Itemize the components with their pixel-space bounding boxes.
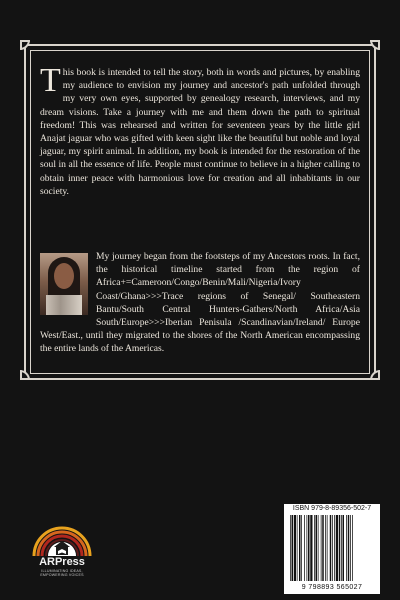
isbn-label: ISBN 979-8-89356-502-7 xyxy=(292,505,372,512)
drop-cap: T xyxy=(40,62,61,99)
publisher-name: ARPress xyxy=(39,556,85,568)
author-bio-section xyxy=(40,250,360,356)
isbn-barcode xyxy=(284,504,380,594)
publisher-arch-icon xyxy=(30,506,94,558)
barcode-bars xyxy=(290,515,374,583)
publisher-tagline: ILLUMINATING IDEAS, EMPOWERING VOICES xyxy=(40,569,84,577)
publisher-logo xyxy=(30,506,94,582)
author-bio-text: My journey began from the footsteps of my Ancestors roots. In fact, the historical timeline started from the region of Africa+=Cameroon/Congo/Benin/Mali/Nigeria/Ivory Coast/Ghana>>>Trace regions of Senegal/ Southeastern Bantu/South Central Hunters-Gathers/North Africa/Asia South/Europe>>>Iberian Penisula /Scandinavian/Ireland/ Europe West/East., until they migrated to the shores of the North American encompassing the entire lands of the Americas. xyxy=(40,251,360,355)
book-description-text: his book is intended to tell the story, both in words and pictures, by enabling my audience to envision my journey and ancestor's path unfolded through my very own eyes, supported by genealogy research, interviews, and my dream visions. Take a journey with me and them down the path to spiritual freedom! This was rehearsed and written for seventeen years by the little girl Anajat jaguar who was gifted with keen sight like the beautiful but noble and loyal jaguar, my spirit animal. In addition, my book is intended for the restoration of the soul in all the essence of life. People must continue to believe in a higher calling to obtain inner peace with harmonious love for creation and all inhabitants in our society. xyxy=(40,67,360,197)
isbn-number: 9 798893 565027 xyxy=(301,584,363,591)
book-description xyxy=(40,62,360,198)
author-photo xyxy=(40,253,88,315)
